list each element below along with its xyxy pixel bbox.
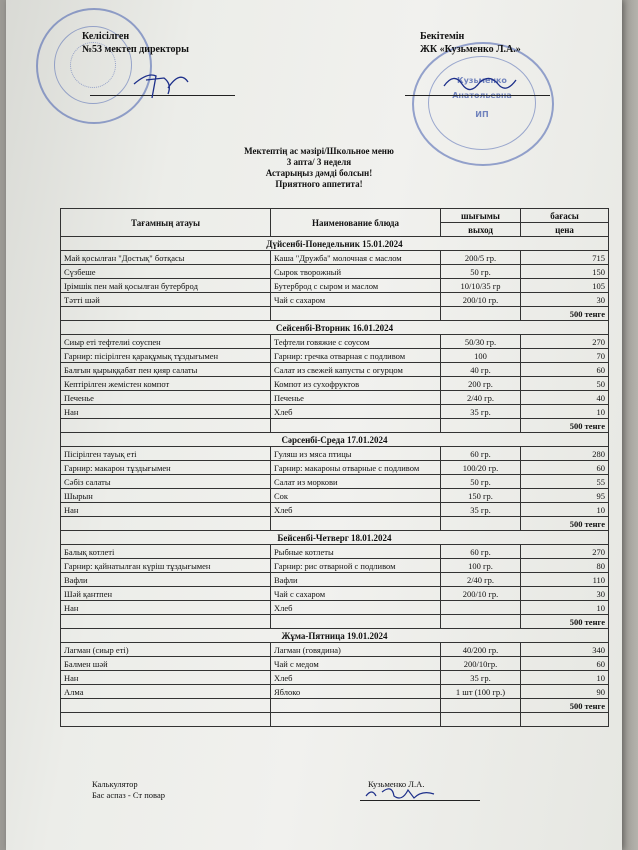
table-row <box>61 405 609 419</box>
dish-price: 30 <box>521 587 609 601</box>
dish-name-kz: Кептірілген жемістен компот <box>61 377 271 391</box>
stamp-line-1: Кузьменко <box>457 76 507 85</box>
dish-output: 35 гр. <box>441 671 521 685</box>
dish-name-ru: Сок <box>271 489 441 503</box>
dish-price: 50 <box>521 377 609 391</box>
empty-cell <box>521 713 609 727</box>
table-row <box>61 349 609 363</box>
left-signature <box>128 64 198 104</box>
day-total: 500 тенге <box>521 307 609 321</box>
dish-name-ru: Рыбные котлеты <box>271 545 441 559</box>
dish-price: 270 <box>521 545 609 559</box>
header-right-line1: Бекітемін <box>420 31 465 42</box>
dish-name-kz: Печенье <box>61 391 271 405</box>
total-row <box>61 307 609 321</box>
dish-output: 1 шт (100 гр.) <box>441 685 521 699</box>
stamp-line-3: ИП <box>475 110 489 119</box>
day-title: Жұма-Пятница 19.01.2024 <box>61 629 609 643</box>
dish-output: 200/5 гр. <box>441 251 521 265</box>
dish-output: 35 гр. <box>441 405 521 419</box>
total-row <box>61 419 609 433</box>
day-header-row <box>61 433 609 447</box>
dish-price: 60 <box>521 657 609 671</box>
dish-name-ru: Хлеб <box>271 601 441 615</box>
footer-left-line1: Калькулятор <box>92 779 138 789</box>
dish-output: 35 гр. <box>441 503 521 517</box>
dish-price: 60 <box>521 363 609 377</box>
right-signature <box>440 68 520 98</box>
dish-price: 95 <box>521 489 609 503</box>
dish-name-ru: Лагман (говядина) <box>271 643 441 657</box>
table-row <box>61 671 609 685</box>
dish-output: 50/30 гр. <box>441 335 521 349</box>
day-total: 500 тенге <box>521 699 609 713</box>
dish-name-ru: Гарнир: макароны отварные с подливом <box>271 461 441 475</box>
dish-name-ru: Хлеб <box>271 405 441 419</box>
dish-output: 200 гр. <box>441 377 521 391</box>
title-line1: Мектептің ас мәзірі/Школьное меню <box>244 146 394 156</box>
empty-row <box>61 713 609 727</box>
total-empty-cell <box>271 419 441 433</box>
dish-output: 200/10 гр. <box>441 293 521 307</box>
header-left-line1: Келісілген <box>82 31 130 42</box>
header-price-kz: бағасы <box>521 209 609 223</box>
dish-price: 110 <box>521 573 609 587</box>
total-empty-cell <box>271 699 441 713</box>
dish-name-kz: Алма <box>61 685 271 699</box>
dish-price: 10 <box>521 503 609 517</box>
dish-name-kz: Сәбіз салаты <box>61 475 271 489</box>
dish-output: 100/20 гр. <box>441 461 521 475</box>
dish-name-ru: Тефтели говяжие с соусом <box>271 335 441 349</box>
dish-output: 50 гр. <box>441 475 521 489</box>
dish-price: 340 <box>521 643 609 657</box>
dish-name-kz: Балмен шәй <box>61 657 271 671</box>
table-header-row <box>61 209 609 223</box>
dish-output: 100 <box>441 349 521 363</box>
table-row <box>61 475 609 489</box>
dish-name-ru: Гарнир: рис отварной с подливом <box>271 559 441 573</box>
table-row <box>61 587 609 601</box>
menu-table <box>60 208 609 727</box>
dish-name-kz: Гарнир: макарон тұздығымен <box>61 461 271 475</box>
table-row <box>61 573 609 587</box>
total-empty-cell <box>271 615 441 629</box>
dish-output: 60 гр. <box>441 545 521 559</box>
table-row <box>61 489 609 503</box>
dish-name-ru: Печенье <box>271 391 441 405</box>
dish-name-ru: Хлеб <box>271 671 441 685</box>
empty-cell <box>441 713 521 727</box>
day-total: 500 тенге <box>521 615 609 629</box>
dish-price: 150 <box>521 265 609 279</box>
header-price-ru: цена <box>521 223 609 237</box>
stamp-line-2: Анатольевна <box>452 91 512 100</box>
dish-price: 105 <box>521 279 609 293</box>
dish-name-ru: Хлеб <box>271 503 441 517</box>
total-empty-cell <box>61 419 271 433</box>
empty-cell <box>61 713 271 727</box>
total-empty-cell <box>271 307 441 321</box>
dish-price: 270 <box>521 335 609 349</box>
table-row <box>61 545 609 559</box>
empty-cell <box>271 713 441 727</box>
total-empty-cell <box>441 419 521 433</box>
day-title: Дүйсенбі-Понедельник 15.01.2024 <box>61 237 609 251</box>
dish-output <box>441 601 521 615</box>
header-left-line2: №53 мектеп директоры <box>82 44 189 55</box>
dish-price: 70 <box>521 349 609 363</box>
title-line3: Астарыңыз дәмді болсын! <box>265 168 373 178</box>
dish-name-ru: Чай с сахаром <box>271 587 441 601</box>
table-row <box>61 265 609 279</box>
header-output-kz: шығымы <box>441 209 521 223</box>
dish-name-ru: Салат из свежей капусты с огурцом <box>271 363 441 377</box>
dish-name-ru: Каша "Дружба" молочная с маслом <box>271 251 441 265</box>
dish-name-ru: Бутерброд с сыром и маслом <box>271 279 441 293</box>
total-empty-cell <box>61 699 271 713</box>
table-row <box>61 391 609 405</box>
dish-output: 200/10 гр. <box>441 587 521 601</box>
dish-output: 40/200 гр. <box>441 643 521 657</box>
dish-price: 40 <box>521 391 609 405</box>
day-header-row <box>61 531 609 545</box>
dish-price: 715 <box>521 251 609 265</box>
day-total: 500 тенге <box>521 419 609 433</box>
dish-name-ru: Чай с медом <box>271 657 441 671</box>
dish-price: 10 <box>521 671 609 685</box>
dish-name-kz: Нан <box>61 601 271 615</box>
dish-name-kz: Нан <box>61 503 271 517</box>
dish-name-kz: Шәй қантпен <box>61 587 271 601</box>
dish-name-ru: Чай с сахаром <box>271 293 441 307</box>
day-header-row <box>61 237 609 251</box>
day-header-row <box>61 321 609 335</box>
total-empty-cell <box>61 615 271 629</box>
day-total: 500 тенге <box>521 517 609 531</box>
dish-price: 10 <box>521 405 609 419</box>
dish-name-kz: Тәтті шәй <box>61 293 271 307</box>
total-row <box>61 517 609 531</box>
dish-name-kz: Нан <box>61 671 271 685</box>
total-empty-cell <box>441 307 521 321</box>
table-row <box>61 363 609 377</box>
dish-name-kz: Гарнир: пісірілген қарақұмық тұздығымен <box>61 349 271 363</box>
table-row <box>61 279 609 293</box>
table-row <box>61 251 609 265</box>
dish-name-kz: Ірімшік пен май қосылған бутерброд <box>61 279 271 293</box>
dish-name-kz: Сүзбеше <box>61 265 271 279</box>
total-empty-cell <box>61 517 271 531</box>
table-row <box>61 643 609 657</box>
dish-name-kz: Май қосылған "Достық" ботқасы <box>61 251 271 265</box>
table-row <box>61 685 609 699</box>
header-output-ru: выход <box>441 223 521 237</box>
dish-price: 60 <box>521 461 609 475</box>
dish-output: 200/10гр. <box>441 657 521 671</box>
dish-output: 2/40 гр. <box>441 573 521 587</box>
dish-name-ru: Вафли <box>271 573 441 587</box>
table-row <box>61 461 609 475</box>
dish-name-kz: Лагман (сиыр еті) <box>61 643 271 657</box>
dish-price: 90 <box>521 685 609 699</box>
dish-name-kz: Гарнир: қайнатылған күріш тұздығымен <box>61 559 271 573</box>
header-name-kz: Тағамның атауы <box>61 209 271 237</box>
dish-name-ru: Компот из сухофруктов <box>271 377 441 391</box>
total-empty-cell <box>441 615 521 629</box>
header-name-ru: Наименование блюда <box>271 209 441 237</box>
table-row <box>61 377 609 391</box>
table-row <box>61 293 609 307</box>
dish-name-kz: Вафли <box>61 573 271 587</box>
table-row <box>61 503 609 517</box>
dish-name-kz: Пісірілген тауық еті <box>61 447 271 461</box>
table-row <box>61 559 609 573</box>
title-line4: Приятного аппетита! <box>275 179 363 189</box>
dish-price: 55 <box>521 475 609 489</box>
total-empty-cell <box>271 517 441 531</box>
table-row <box>61 601 609 615</box>
dish-price: 280 <box>521 447 609 461</box>
dish-output: 150 гр. <box>441 489 521 503</box>
dish-name-ru: Гарнир: гречка отварная с подливом <box>271 349 441 363</box>
title-line2: 3 апта/ 3 неделя <box>286 157 352 167</box>
table-row <box>61 657 609 671</box>
total-empty-cell <box>441 699 521 713</box>
header-right-line2: ЖК «Кузьменко Л.А.» <box>420 44 521 55</box>
dish-name-ru: Сырок творожный <box>271 265 441 279</box>
dish-name-kz: Шырын <box>61 489 271 503</box>
day-header-row <box>61 629 609 643</box>
dish-output: 50 гр. <box>441 265 521 279</box>
day-title: Сейсенбі-Вторник 16.01.2024 <box>61 321 609 335</box>
table-row <box>61 335 609 349</box>
dish-name-kz: Балық котлеті <box>61 545 271 559</box>
footer-signature <box>362 782 442 806</box>
day-title: Сәрсенбі-Среда 17.01.2024 <box>61 433 609 447</box>
table-row <box>61 447 609 461</box>
dish-name-ru: Гуляш из мяса птицы <box>271 447 441 461</box>
dish-output: 10/10/35 гр <box>441 279 521 293</box>
total-empty-cell <box>441 517 521 531</box>
dish-output: 100 гр. <box>441 559 521 573</box>
dish-output: 60 гр. <box>441 447 521 461</box>
dish-name-ru: Яблоко <box>271 685 441 699</box>
dish-output: 40 гр. <box>441 363 521 377</box>
total-empty-cell <box>61 307 271 321</box>
dish-name-kz: Нан <box>61 405 271 419</box>
dish-output: 2/40 гр. <box>441 391 521 405</box>
dish-name-ru: Салат из моркови <box>271 475 441 489</box>
dish-price: 80 <box>521 559 609 573</box>
total-row <box>61 615 609 629</box>
dish-name-kz: Сиыр еті тефтелиі соуспен <box>61 335 271 349</box>
dish-name-kz: Балғын қырыққабат пен қияр салаты <box>61 363 271 377</box>
total-row <box>61 699 609 713</box>
dish-price: 10 <box>521 601 609 615</box>
day-title: Бейсенбі-Четверг 18.01.2024 <box>61 531 609 545</box>
footer-right-name: Кузьменко Л.А. <box>368 779 425 789</box>
footer-left-line2: Бас аспаз - Ст повар <box>92 790 165 800</box>
dish-price: 30 <box>521 293 609 307</box>
